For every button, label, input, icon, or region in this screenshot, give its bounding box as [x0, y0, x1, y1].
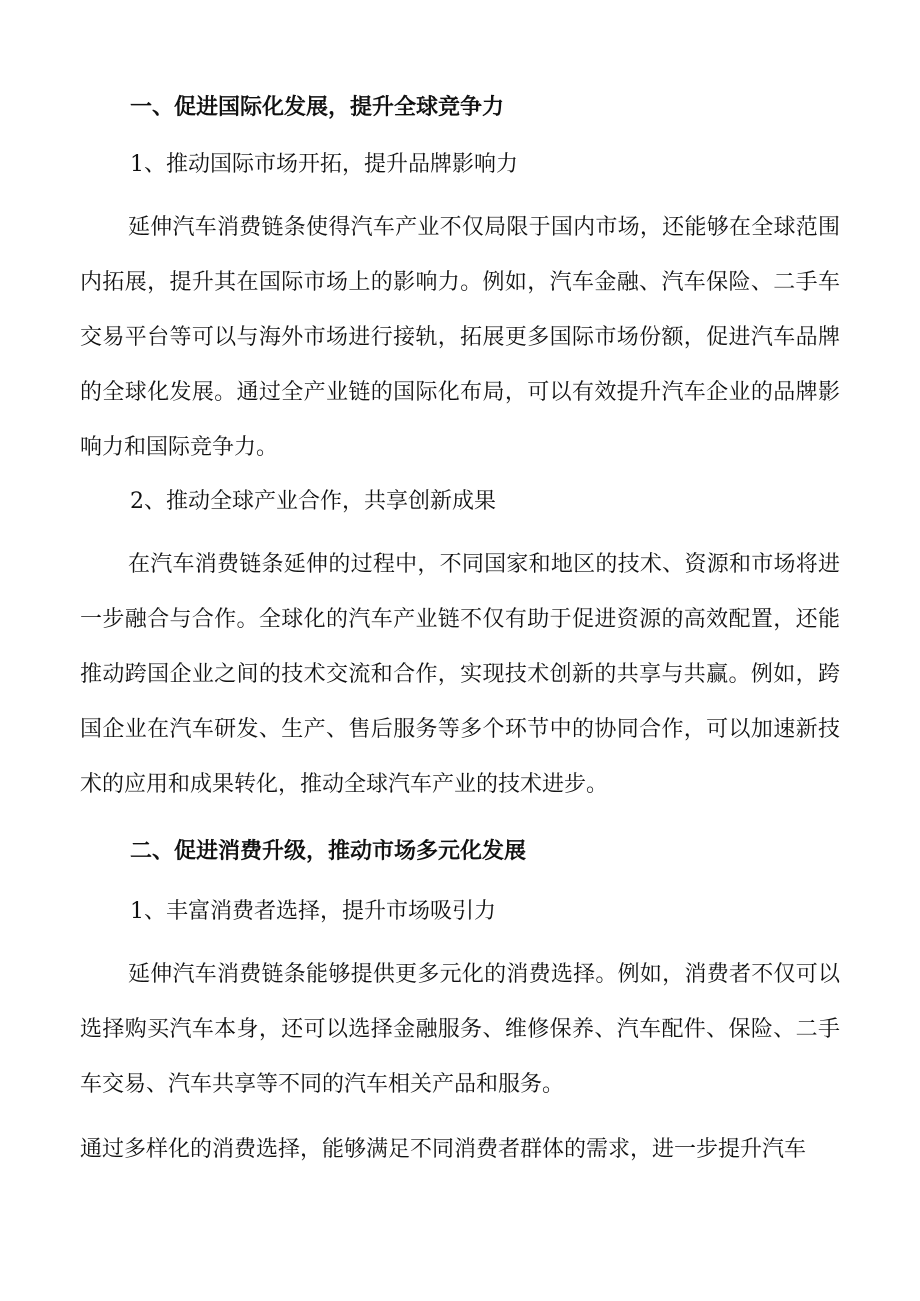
section2-sub1-body-continued: 通过多样化的消费选择，能够满足不同消费者群体的需求，进一步提升汽车: [80, 1137, 807, 1162]
section2-title: 二、促进消费升级，推动市场多元化发展: [130, 838, 527, 864]
section1-sub2-title: 2、推动全球产业合作，共享创新成果: [130, 489, 496, 514]
section1-sub2-body: 在汽车消费链条延伸的过程中，不同国家和地区的技术、资源和市场将进一步融合与合作。全球化的汽车产业链不仅有助于促进资源的高效配置，还能推动跨国企业之间的技术交流和合作，实现技术创新的共享与共赢。例如，跨国企业在汽车研发、生产、售后服务等多个环节中的协同合作，可以加速新技术的应用和成果转化，推动全球汽车产业的技术进步。: [80, 552, 840, 797]
section1-title: 一、促进国际化发展，提升全球竞争力: [130, 94, 505, 120]
section2-sub1-body: 延伸汽车消费链条能够提供更多元化的消费选择。例如，消费者不仅可以选择购买汽车本身，还可以选择金融服务、维修保养、汽车配件、保险、二手车交易、汽车共享等不同的汽车相关产品和服务。: [80, 962, 840, 1097]
section1-sub1-title: 1、推动国际市场开拓，提升品牌影响力: [130, 152, 518, 177]
section2-sub1-title: 1、丰富消费者选择，提升市场吸引力: [130, 899, 496, 924]
section1-sub1-body: 延伸汽车消费链条使得汽车产业不仅局限于国内市场，还能够在全球范围内拓展，提升其在国际市场上的影响力。例如，汽车金融、汽车保险、二手车交易平台等可以与海外市场进行接轨，拓展更多国际市场份额，促进汽车品牌的全球化发展。通过全产业链的国际化布局，可以有效提升汽车企业的品牌影响力和国际竞争力。: [80, 215, 840, 460]
